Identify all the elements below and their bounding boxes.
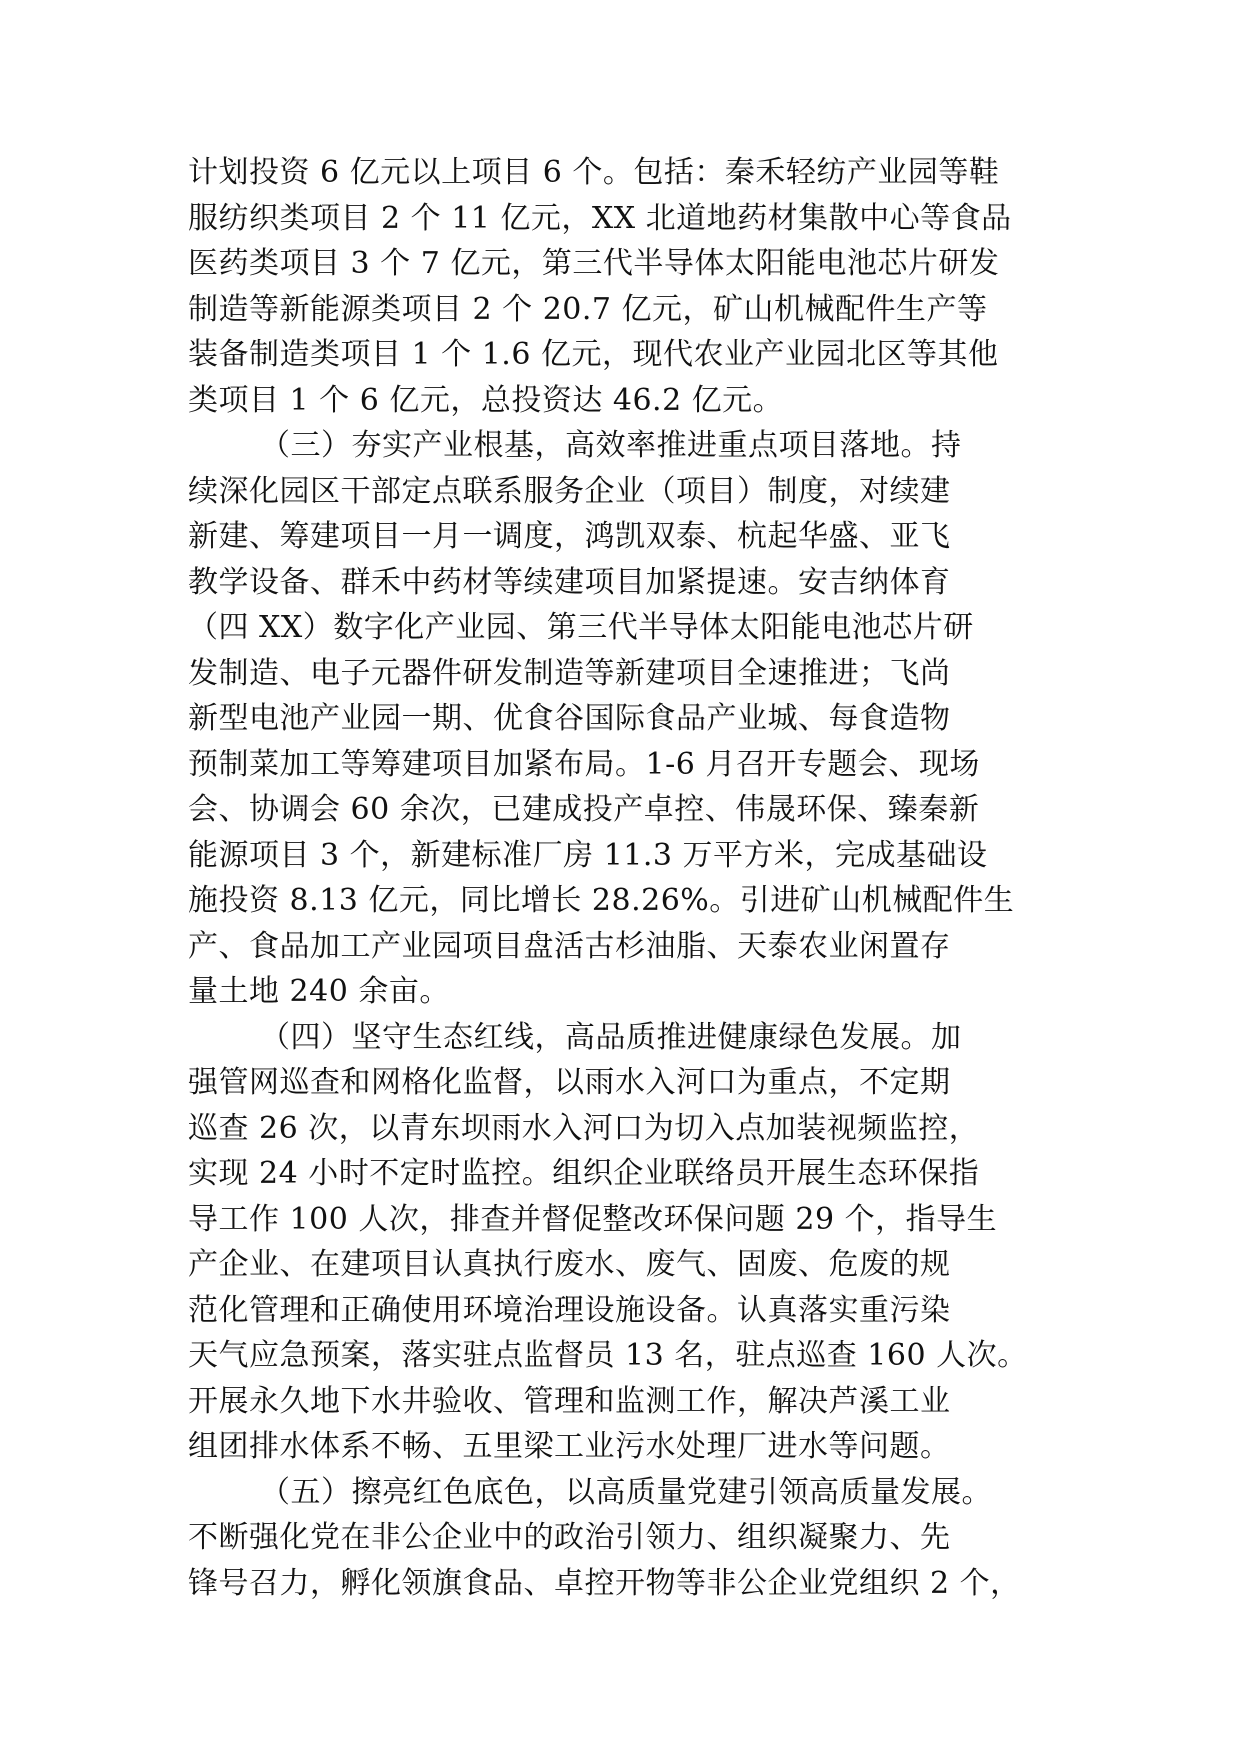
text-line: 计划投资 6 亿元以上项目 6 个。包括：秦禾轻纺产业园等鞋 xyxy=(188,155,1000,190)
text-line: 开展永久地下水井验收、管理和监测工作，解决芦溪工业 xyxy=(188,1383,951,1419)
text-line: 制造等新能源类项目 2 个 20.7 亿元，矿山机械配件生产等 xyxy=(188,291,988,327)
text-line: （四 XX）数字化产业园、第三代半导体太阳能电池芯片研 xyxy=(188,610,974,645)
text-line: 量土地 240 余亩。 xyxy=(188,974,450,1009)
text-line: 导工作 100 人次，排查并督促整改环保问题 29 个，指导生 xyxy=(188,1201,998,1237)
text-line: 组团排水体系不畅、五里梁工业污水处理厂进水等问题。 xyxy=(188,1429,951,1464)
text-line: 类项目 1 个 6 亿元，总投资达 46.2 亿元。 xyxy=(188,382,784,418)
section-heading-line: （四）坚守生态红线，高品质推进健康绿色发展。加 xyxy=(260,1019,962,1055)
text-line: 产企业、在建项目认真执行废水、废气、固废、危废的规 xyxy=(188,1247,951,1282)
text-line: 施投资 8.13 亿元，同比增长 28.26%。引进矿山机械配件生 xyxy=(188,883,1015,918)
text-line: 产、食品加工产业园项目盘活古杉油脂、天泰农业闲置存 xyxy=(188,928,951,964)
text-line: 教学设备、群禾中药材等续建项目加紧提速。安吉纳体育 xyxy=(188,564,951,600)
text-line: 医药类项目 3 个 7 亿元，第三代半导体太阳能电池芯片研发 xyxy=(188,246,1000,281)
document-body xyxy=(188,150,1058,1606)
text-line: 能源项目 3 个，新建标准厂房 11.3 万平方米，完成基础设 xyxy=(188,837,988,873)
text-line: 新建、筹建项目一月一调度，鸿凯双泰、杭起华盛、亚飞 xyxy=(188,519,951,554)
text-line: 巡查 26 次，以青东坝雨水入河口为切入点加装视频监控， xyxy=(188,1110,980,1146)
text-line: 预制菜加工等筹建项目加紧布局。1-6 月召开专题会、现场 xyxy=(188,746,980,782)
text-line: 服纺织类项目 2 个 11 亿元，XX 北道地药材集散中心等食品 xyxy=(188,200,1012,236)
text-line: 实现 24 小时不定时监控。组织企业联络员开展生态环保指 xyxy=(188,1156,980,1191)
text-line: 范化管理和正确使用环境治理设施设备。认真落实重污染 xyxy=(188,1292,951,1328)
section-heading-line: （三）夯实产业根基，高效率推进重点项目落地。持 xyxy=(260,428,962,463)
text-line: 发制造、电子元器件研发制造等新建项目全速推进；飞尚 xyxy=(188,655,951,691)
text-line: 新型电池产业园一期、优食谷国际食品产业城、每食造物 xyxy=(188,701,951,736)
text-line: 会、协调会 60 余次，已建成投产卓控、伟晟环保、臻秦新 xyxy=(188,792,980,827)
text-line: 装备制造类项目 1 个 1.6 亿元，现代农业产业园北区等其他 xyxy=(188,337,999,372)
text-line: 强管网巡查和网格化监督，以雨水入河口为重点，不定期 xyxy=(188,1065,951,1100)
text-line: 不断强化党在非公企业中的政治引领力、组织凝聚力、先 xyxy=(188,1520,951,1555)
text-line: 天气应急预案，落实驻点监督员 13 名，驻点巡查 160 人次。 xyxy=(188,1338,1028,1373)
text-line: 锋号召力，孵化领旗食品、卓控开物等非公企业党组织 2 个， xyxy=(188,1565,1021,1601)
section-heading-line: （五）擦亮红色底色，以高质量党建引领高质量发展。 xyxy=(260,1474,992,1510)
text-line: 续深化园区干部定点联系服务企业（项目）制度，对续建 xyxy=(188,473,951,509)
